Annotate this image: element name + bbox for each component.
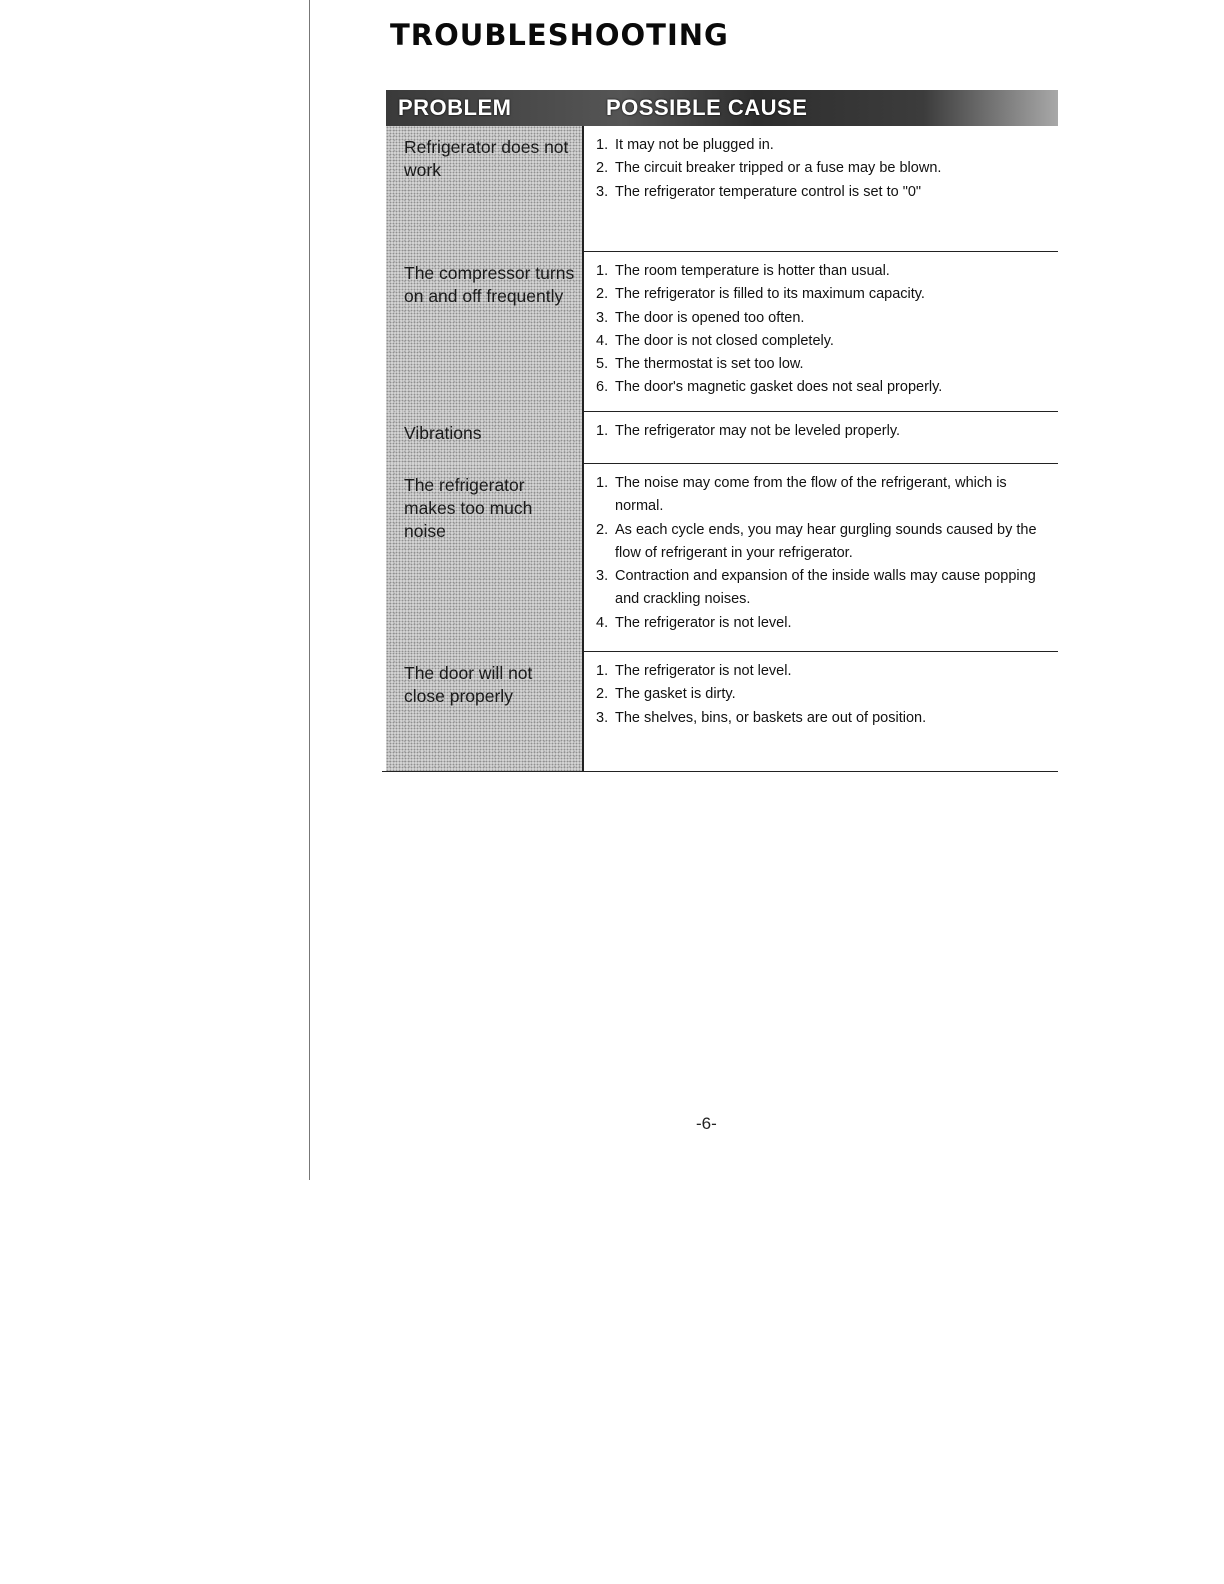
header-problem: PROBLEM [398, 95, 512, 120]
header-possible-cause: POSSIBLE CAUSE [606, 95, 808, 120]
cause-text: The door is not closed completely. [615, 332, 834, 349]
cause-text: The gasket is dirty. [615, 686, 736, 703]
cause-number: 1. [596, 137, 609, 153]
cause-text: The circuit breaker tripped or a fuse may be blown. [615, 160, 942, 177]
page-number: -6- [696, 1114, 717, 1133]
table-row [386, 252, 1058, 412]
cause-item [596, 683, 1044, 706]
problem-cell: The compressor turns on and off frequently [386, 252, 584, 412]
problem-cell: The refrigerator makes too much noise [386, 464, 584, 652]
cause-item [596, 420, 1044, 443]
cause-text: The thermostat is set too low. [615, 356, 804, 373]
cause-text: The door is opened too often. [615, 309, 805, 326]
cause-number: 3. [596, 568, 609, 585]
cause-cell [584, 252, 1058, 412]
table-row [386, 126, 1058, 252]
cause-number: 2. [596, 686, 609, 703]
cause-item [596, 472, 1044, 519]
cause-text: It may not be plugged in. [615, 137, 774, 153]
cause-cell [584, 412, 1058, 464]
cause-text: The refrigerator temperature control is set to "0" [615, 183, 922, 200]
cause-text: The door's magnetic gasket does not seal properly. [615, 379, 943, 396]
cause-number: 3. [596, 183, 609, 200]
cause-item [596, 283, 1044, 306]
cause-text: The refrigerator may not be leveled properly. [615, 423, 901, 439]
cause-text: The refrigerator is not level. [615, 663, 792, 679]
cause-text: The room temperature is hotter than usual. [615, 263, 890, 279]
table-header [386, 90, 1058, 126]
cause-list [596, 260, 1044, 400]
cause-number: 1. [596, 663, 609, 679]
cause-number: 6. [596, 379, 609, 396]
cause-list [596, 420, 1044, 443]
cause-text: The refrigerator is filled to its maximum capacity. [615, 286, 925, 303]
cause-item [596, 353, 1044, 376]
margin-rule [309, 0, 310, 1180]
cause-item [596, 157, 1044, 180]
cause-list [596, 134, 1044, 204]
cause-item [596, 519, 1044, 566]
cause-number: 4. [596, 614, 609, 631]
page-title: TROUBLESHOOTING [390, 18, 729, 52]
cause-item [596, 307, 1044, 330]
problem-cell: Refrigerator does not work [386, 126, 584, 252]
cause-item [596, 260, 1044, 283]
cause-number: 2. [596, 286, 609, 303]
cause-number: 4. [596, 332, 609, 349]
cause-item [596, 707, 1044, 730]
cause-cell [584, 652, 1058, 772]
cause-item [596, 181, 1044, 204]
cause-number: 2. [596, 521, 609, 538]
troubleshooting-table [386, 90, 1058, 772]
table-row [386, 464, 1058, 652]
problem-cell: The door will not close properly [386, 652, 584, 772]
cause-item [596, 376, 1044, 399]
cause-number: 1. [596, 423, 609, 439]
cause-list [596, 660, 1044, 730]
cause-cell [584, 126, 1058, 252]
cause-text: Contraction and expansion of the inside walls may cause popping and crackling noises. [615, 568, 1036, 608]
cause-text: As each cycle ends, you may hear gurgling sounds caused by the flow of refrigerant in your refrigerator. [615, 521, 1037, 561]
cause-number: 2. [596, 160, 609, 177]
cause-item [596, 612, 1044, 635]
cause-number: 3. [596, 709, 609, 726]
cause-text: The refrigerator is not level. [615, 614, 792, 631]
cause-number: 5. [596, 356, 609, 373]
cause-item [596, 134, 1044, 157]
table-row [386, 652, 1058, 772]
problem-cell: Vibrations [386, 412, 584, 464]
table-row [386, 412, 1058, 464]
cause-text: The shelves, bins, or baskets are out of position. [615, 709, 927, 726]
cause-item [596, 660, 1044, 683]
cause-item [596, 565, 1044, 612]
cause-text: The noise may come from the flow of the refrigerant, which is normal. [615, 475, 1007, 515]
cause-number: 3. [596, 309, 609, 326]
cause-number: 1. [596, 475, 609, 491]
table-body [386, 126, 1058, 772]
cause-list [596, 472, 1044, 635]
cause-item [596, 330, 1044, 353]
cause-number: 1. [596, 263, 609, 279]
cause-cell [584, 464, 1058, 652]
